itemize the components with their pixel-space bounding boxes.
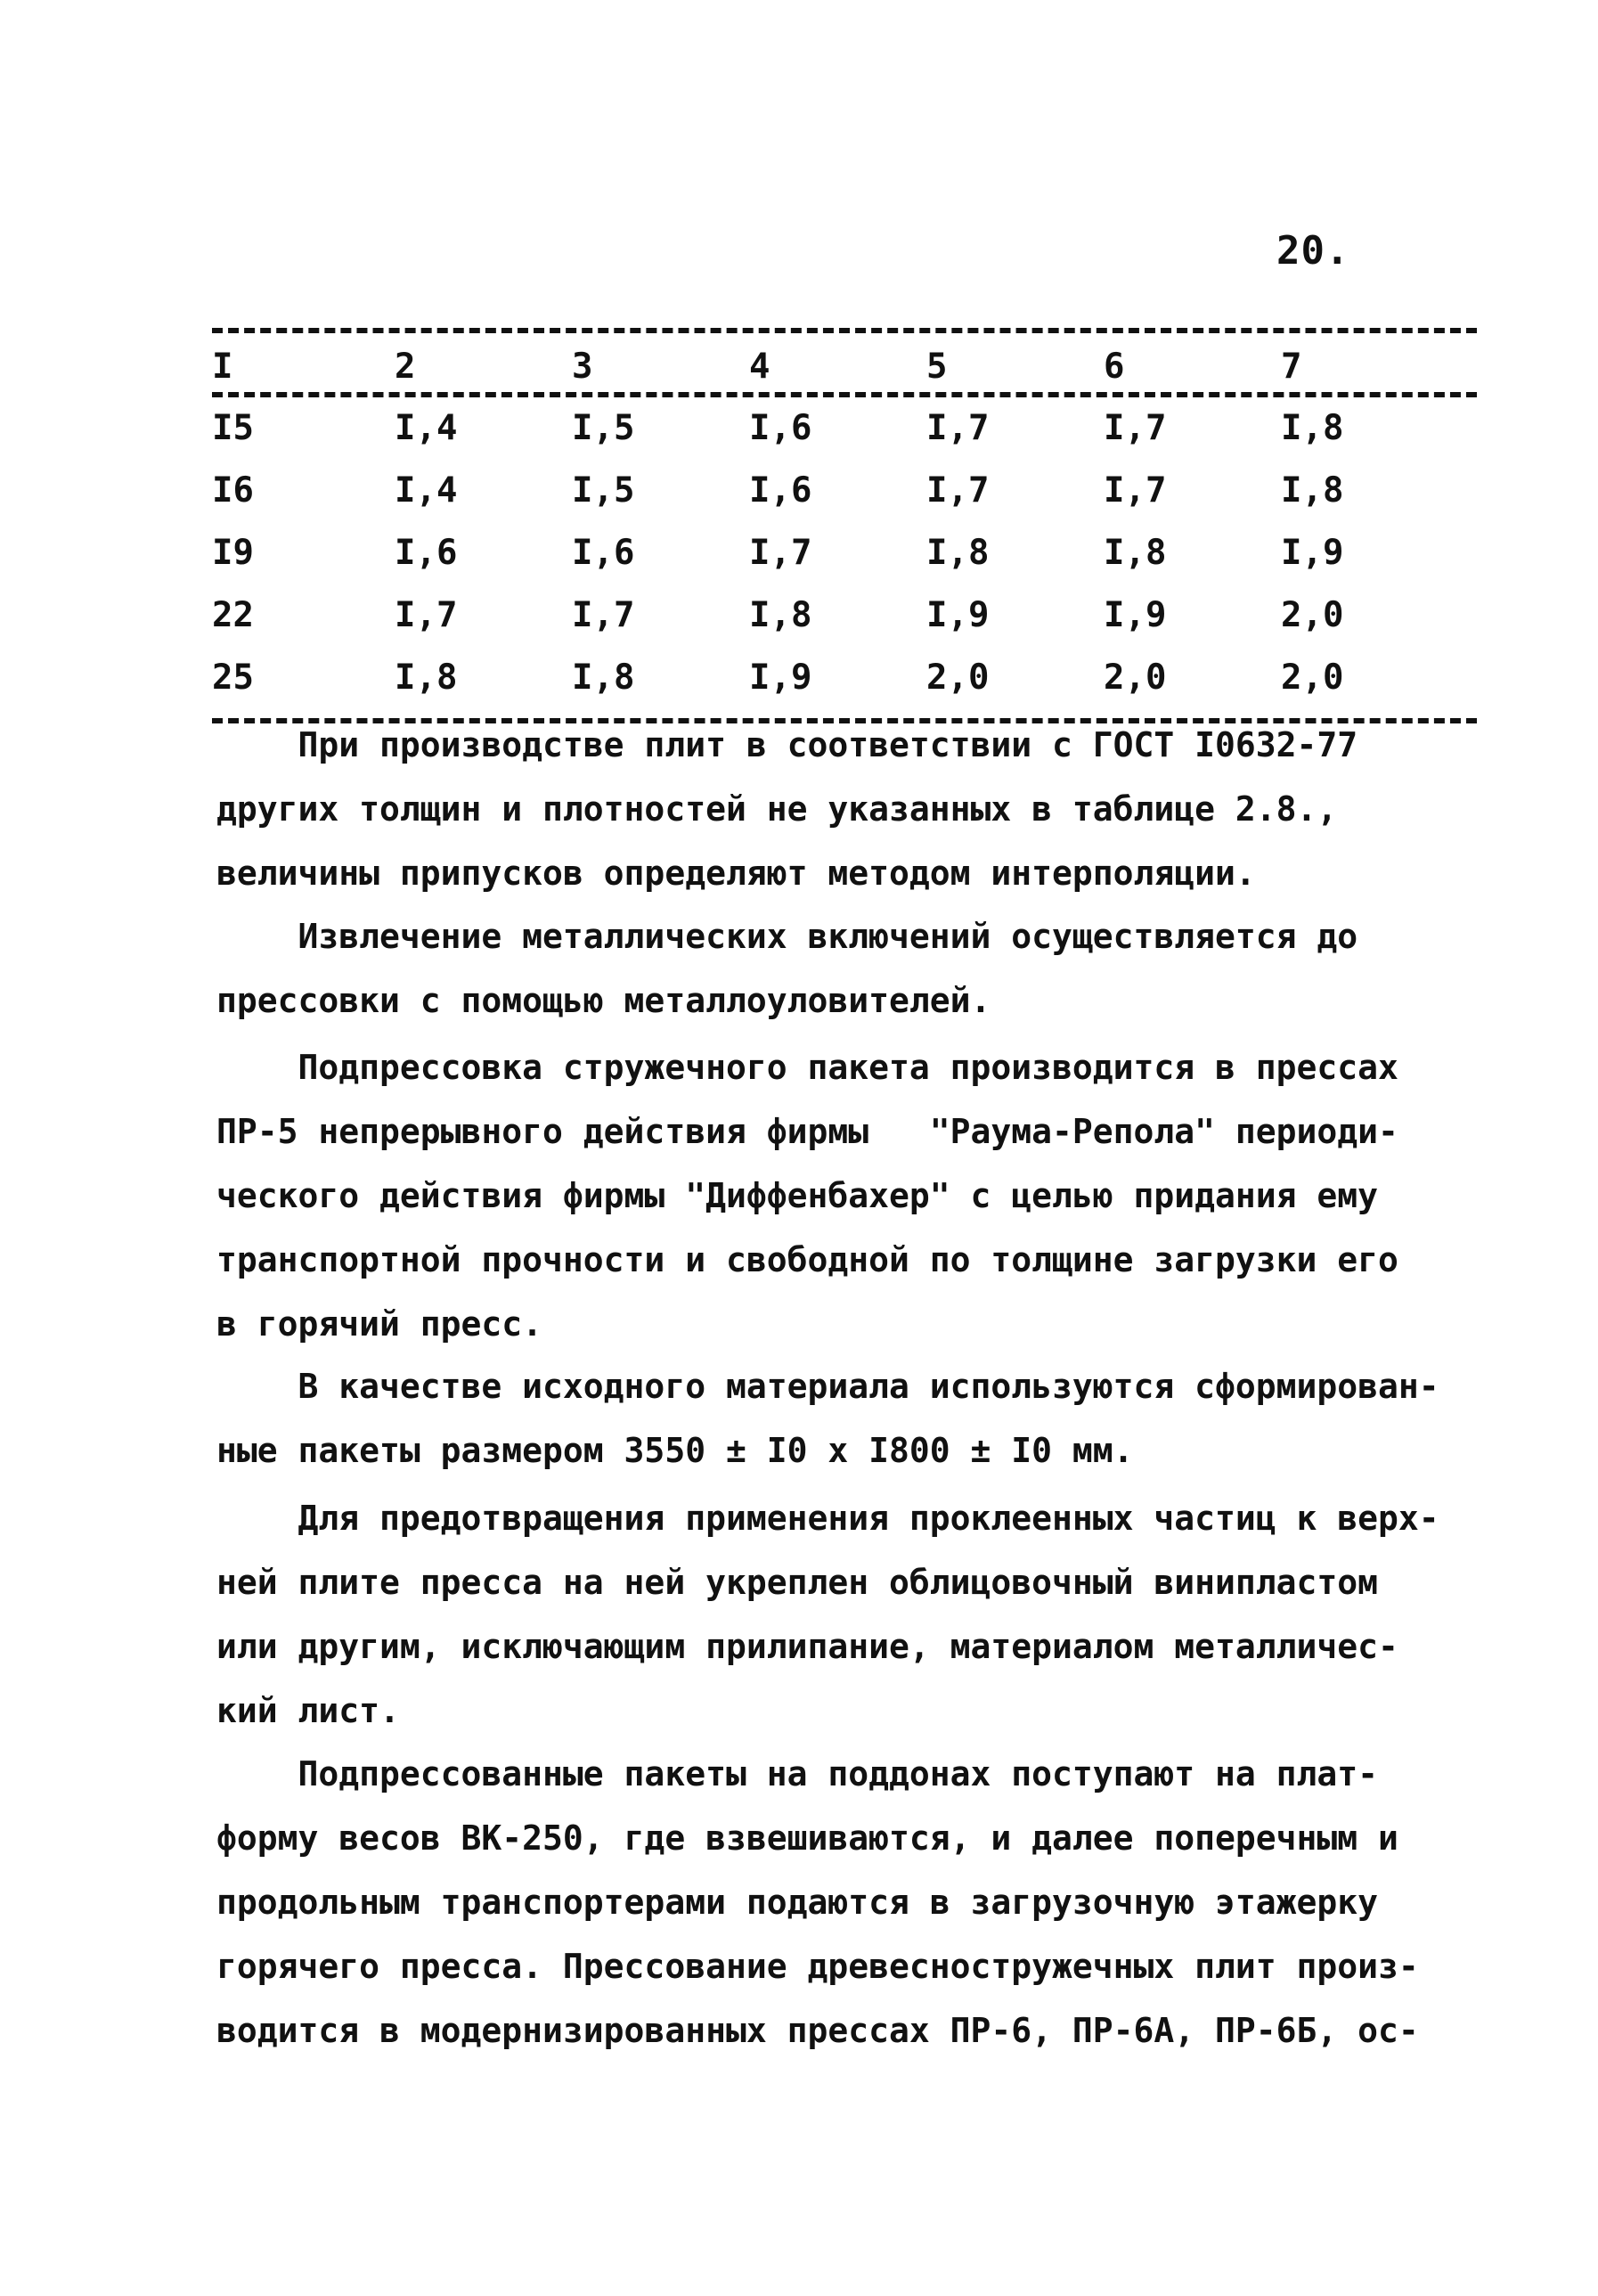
table-cell: I,7 bbox=[395, 595, 458, 635]
text-line: ПР-5 непрерывного действия фирмы "Раума-Репола" периоди- bbox=[216, 1112, 1398, 1151]
table-cell: I,9 bbox=[1104, 595, 1167, 635]
text-line: или другим, исключающим прилипание, материалом металличес- bbox=[216, 1627, 1398, 1666]
column-header: 5 bbox=[926, 347, 948, 387]
text-line: В качестве исходного материала используются сформирован- bbox=[216, 1367, 1439, 1406]
table-row bbox=[212, 584, 1477, 647]
table-cell: I,7 bbox=[1104, 470, 1167, 511]
table-cell: I,6 bbox=[749, 408, 812, 448]
table-cell: I,8 bbox=[1281, 408, 1344, 448]
table-cell: I,4 bbox=[395, 408, 458, 448]
table-row bbox=[212, 522, 1477, 584]
text-line: других толщин и плотностей не указанных в таблице 2.8., bbox=[216, 789, 1338, 829]
column-header: 6 bbox=[1104, 347, 1125, 387]
column-header: 7 bbox=[1281, 347, 1302, 387]
table-cell: 2,0 bbox=[926, 658, 990, 698]
text-line: Извлечение металлических включений осуществляется до bbox=[216, 917, 1358, 956]
table-row bbox=[212, 397, 1477, 460]
text-line: Подпрессованные пакеты на поддонах поступают на плат- bbox=[216, 1754, 1379, 1793]
table-cell: I,8 bbox=[749, 595, 812, 635]
text-line: форму весов ВК-250, где взвешиваются, и далее поперечным и bbox=[216, 1818, 1398, 1858]
table-cell: I,7 bbox=[926, 470, 990, 511]
text-line: продольным транспортерами подаются в загрузочную этажерку bbox=[216, 1883, 1379, 1922]
paragraph-prepressing bbox=[216, 1035, 1463, 1356]
text-line: При производстве плит в соответствии с ГОСТ I0632-77 bbox=[216, 725, 1358, 764]
text-line: транспортной прочности и свободной по толщине загрузки его bbox=[216, 1240, 1398, 1279]
table-cell: I,6 bbox=[395, 533, 458, 573]
table-cell: I9 bbox=[212, 533, 254, 573]
table-cell: 2,0 bbox=[1281, 595, 1344, 635]
text-line: Для предотвращения применения проклеенных частиц к верх- bbox=[216, 1499, 1439, 1538]
table-cell: I,4 bbox=[395, 470, 458, 511]
table-cell: I,5 bbox=[572, 408, 635, 448]
column-header: 2 bbox=[395, 347, 416, 387]
table-header-row bbox=[212, 347, 1477, 397]
table-cell: 22 bbox=[212, 595, 254, 635]
text-line: ней плите пресса на ней укреплен облицовочный винипластом bbox=[216, 1563, 1379, 1602]
allowance-table bbox=[212, 328, 1477, 723]
table-cell: 2,0 bbox=[1104, 658, 1167, 698]
table-row bbox=[212, 647, 1477, 709]
table-cell: 25 bbox=[212, 658, 254, 698]
text-line: ческого действия фирмы "Диффенбахер" с целью придания ему bbox=[216, 1176, 1379, 1215]
table-cell: I,6 bbox=[749, 470, 812, 511]
table-cell: I,9 bbox=[749, 658, 812, 698]
table-cell: I,9 bbox=[1281, 533, 1344, 573]
paragraph-weighing-pressing bbox=[216, 1742, 1463, 2063]
table-cell: I,7 bbox=[572, 595, 635, 635]
column-header: 4 bbox=[749, 347, 770, 387]
text-line: водится в модернизированных прессах ПР-6, ПР-6А, ПР-6Б, ос- bbox=[216, 2011, 1419, 2050]
text-line: горячего пресса. Прессование древесностружечных плит произ- bbox=[216, 1947, 1419, 1986]
text-line: ные пакеты размером 3550 ± I0 х I800 ± I0 мм. bbox=[216, 1431, 1134, 1470]
text-line: величины припусков определяют методом интерполяции. bbox=[216, 854, 1256, 893]
table-cell: I6 bbox=[212, 470, 254, 511]
table-cell: I,8 bbox=[926, 533, 990, 573]
paragraph-press-plate bbox=[216, 1486, 1463, 1743]
table-cell: 2,0 bbox=[1281, 658, 1344, 698]
table-cell: I,7 bbox=[1104, 408, 1167, 448]
paragraph-interpolation bbox=[216, 713, 1463, 905]
text-line: Подпрессовка стружечного пакета производится в прессах bbox=[216, 1048, 1398, 1087]
page-number: 20. bbox=[1276, 228, 1350, 274]
text-line: прессовки с помощью металлоуловителей. bbox=[216, 981, 991, 1020]
table-cell: I,6 bbox=[572, 533, 635, 573]
table-cell: I,5 bbox=[572, 470, 635, 511]
table-row bbox=[212, 460, 1477, 522]
table-cell: I,7 bbox=[926, 408, 990, 448]
table-cell: I5 bbox=[212, 408, 254, 448]
table-body bbox=[212, 397, 1477, 718]
table-cell: I,8 bbox=[1104, 533, 1167, 573]
table-cell: I,8 bbox=[1281, 470, 1344, 511]
text-line: кий лист. bbox=[216, 1691, 400, 1730]
paragraph-source-material bbox=[216, 1354, 1463, 1483]
paragraph-metal-extraction bbox=[216, 904, 1463, 1033]
table-cell: I,9 bbox=[926, 595, 990, 635]
table-cell: I,8 bbox=[572, 658, 635, 698]
table-cell: I,7 bbox=[749, 533, 812, 573]
text-line: в горячий пресс. bbox=[216, 1304, 543, 1344]
column-header: I bbox=[212, 347, 233, 387]
column-header: 3 bbox=[572, 347, 593, 387]
table-top-rule bbox=[212, 328, 1477, 333]
table-cell: I,8 bbox=[395, 658, 458, 698]
